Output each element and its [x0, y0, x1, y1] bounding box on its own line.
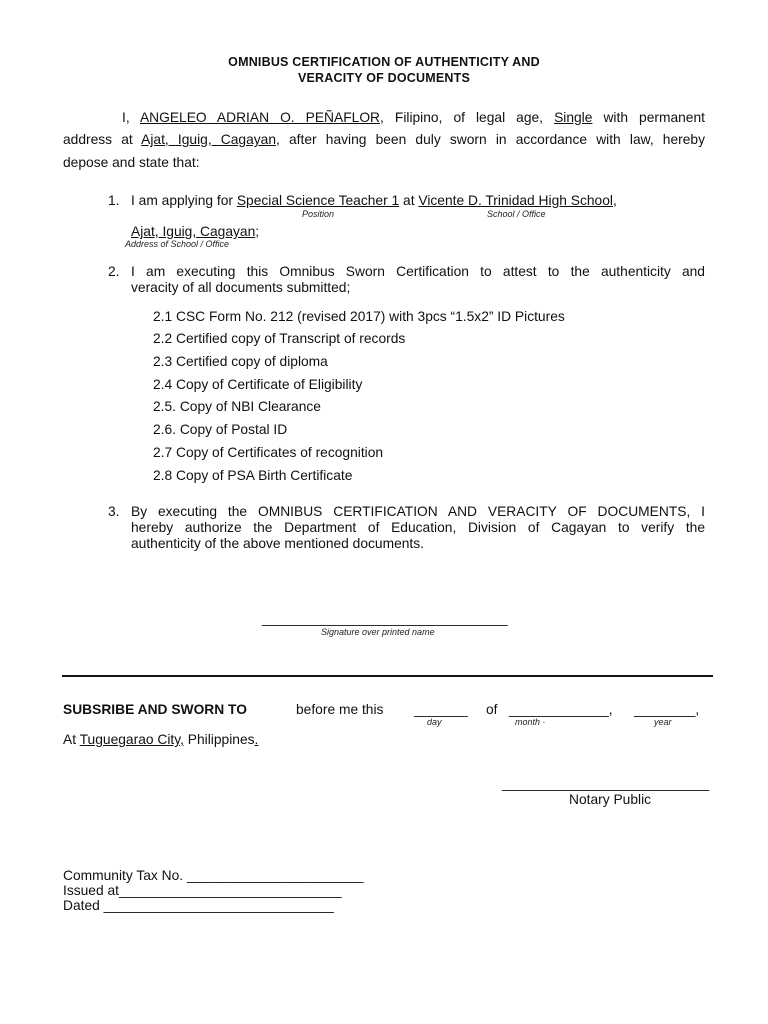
civil-status: Single [554, 110, 593, 125]
intro-address-pre: address at [63, 132, 133, 147]
school-address: Ajat, Iguig, Cagayan [131, 224, 256, 239]
notary-signature-line: ___________________________ [502, 776, 710, 791]
intro-i: I, [122, 110, 130, 125]
item-1-at: at [403, 193, 415, 208]
item-2-number: 2. [108, 264, 120, 279]
dated-field: Dated ______________________________ [63, 898, 334, 913]
document-item-2-1: 2.1 CSC Form No. 212 (revised 2017) with 3pcs “1.5x2” ID Pictures [153, 309, 565, 324]
intro-after-status: with permanent [603, 110, 705, 125]
item-2-line-2: veracity of all documents submitted; [131, 280, 351, 295]
issued-at-field: Issued at_____________________________ [63, 883, 342, 898]
intro-line-1 [122, 110, 705, 125]
position-applied: Special Science Teacher 1 [236, 193, 400, 208]
document-item-2-6: 2.6. Copy of Postal ID [153, 422, 288, 437]
document-item-2-5: 2.5. Copy of NBI Clearance [153, 399, 321, 414]
permanent-address: Ajat, Iguig, Cagayan [141, 132, 277, 147]
school-address-caption: Address of School / Office [125, 239, 230, 249]
day-caption: day [427, 717, 442, 727]
jurat-place-line [63, 732, 258, 747]
item-1-comma: , [612, 193, 617, 208]
jurat-year-blank: ________, [634, 702, 700, 717]
affiant-name: ANGELEO ADRIAN O. PEÑAFLOR [139, 110, 381, 125]
month-period: . [543, 715, 546, 725]
item-3-line-1: By executing the OMNIBUS CERTIFICATION AND VERACITY OF DOCUMENTS, I [131, 504, 705, 519]
school-name: Vicente D. Trinidad High School [418, 193, 613, 208]
document-title-line-1: OMNIBUS CERTIFICATION OF AUTHENTICITY AND [228, 55, 540, 69]
intro-line-2 [63, 132, 705, 147]
community-tax-field: Community Tax No. _______________________ [63, 868, 364, 883]
document-item-2-4: 2.4 Copy of Certificate of Eligibility [153, 377, 363, 392]
document-item-2-8: 2.8 Copy of PSA Birth Certificate [153, 468, 353, 483]
jurat-before-me: before me this [296, 702, 384, 717]
item-2-line-1: I am executing this Omnibus Sworn Certification to attest to the authenticity and [131, 264, 705, 279]
jurat-day-blank: _______ [414, 702, 468, 717]
school-address-line [131, 224, 259, 239]
intro-address-post: , after having been duly sworn in accordance with law, hereby [276, 132, 705, 147]
section-divider [62, 675, 713, 677]
school-caption: School / Office [487, 209, 546, 219]
document-item-2-3: 2.3 Certified copy of diploma [153, 354, 328, 369]
item-1-number: 1. [108, 193, 120, 208]
month-caption: month [515, 717, 541, 727]
signature-caption: Signature over printed name [321, 627, 435, 637]
year-caption: year [654, 717, 672, 727]
document-title-line-2: VERACITY OF DOCUMENTS [297, 71, 471, 85]
intro-line-3: depose and state that: [63, 155, 200, 170]
jurat-month-blank: _____________, [509, 702, 613, 717]
intro-after-name: , Filipino, of legal age, [380, 110, 544, 125]
document-item-2-7: 2.7 Copy of Certificates of recognition [153, 445, 384, 460]
jurat-at: At [63, 732, 77, 747]
signature-line: ________________________________ [262, 611, 508, 626]
item-3-number: 3. [108, 504, 120, 519]
item-1-semicolon: ; [255, 224, 260, 239]
position-caption: Position [302, 209, 335, 219]
item-3-line-2: hereby authorize the Department of Education, Division of Cagayan to verify the [131, 520, 705, 535]
jurat-end-period: . [254, 732, 259, 747]
jurat-place: Tuguegarao City, [79, 732, 184, 747]
jurat-bold-text: SUBSRIBE AND SWORN TO [63, 702, 247, 717]
document-item-2-2: 2.2 Certified copy of Transcript of records [153, 331, 406, 346]
jurat-country: Philippines [187, 732, 255, 747]
item-1-text: I am applying for [131, 193, 233, 208]
item-3-line-3: authenticity of the above mentioned documents. [131, 536, 424, 551]
item-1-line [131, 193, 617, 208]
notary-public-label: Notary Public [569, 792, 652, 807]
jurat-of: of [486, 702, 498, 717]
